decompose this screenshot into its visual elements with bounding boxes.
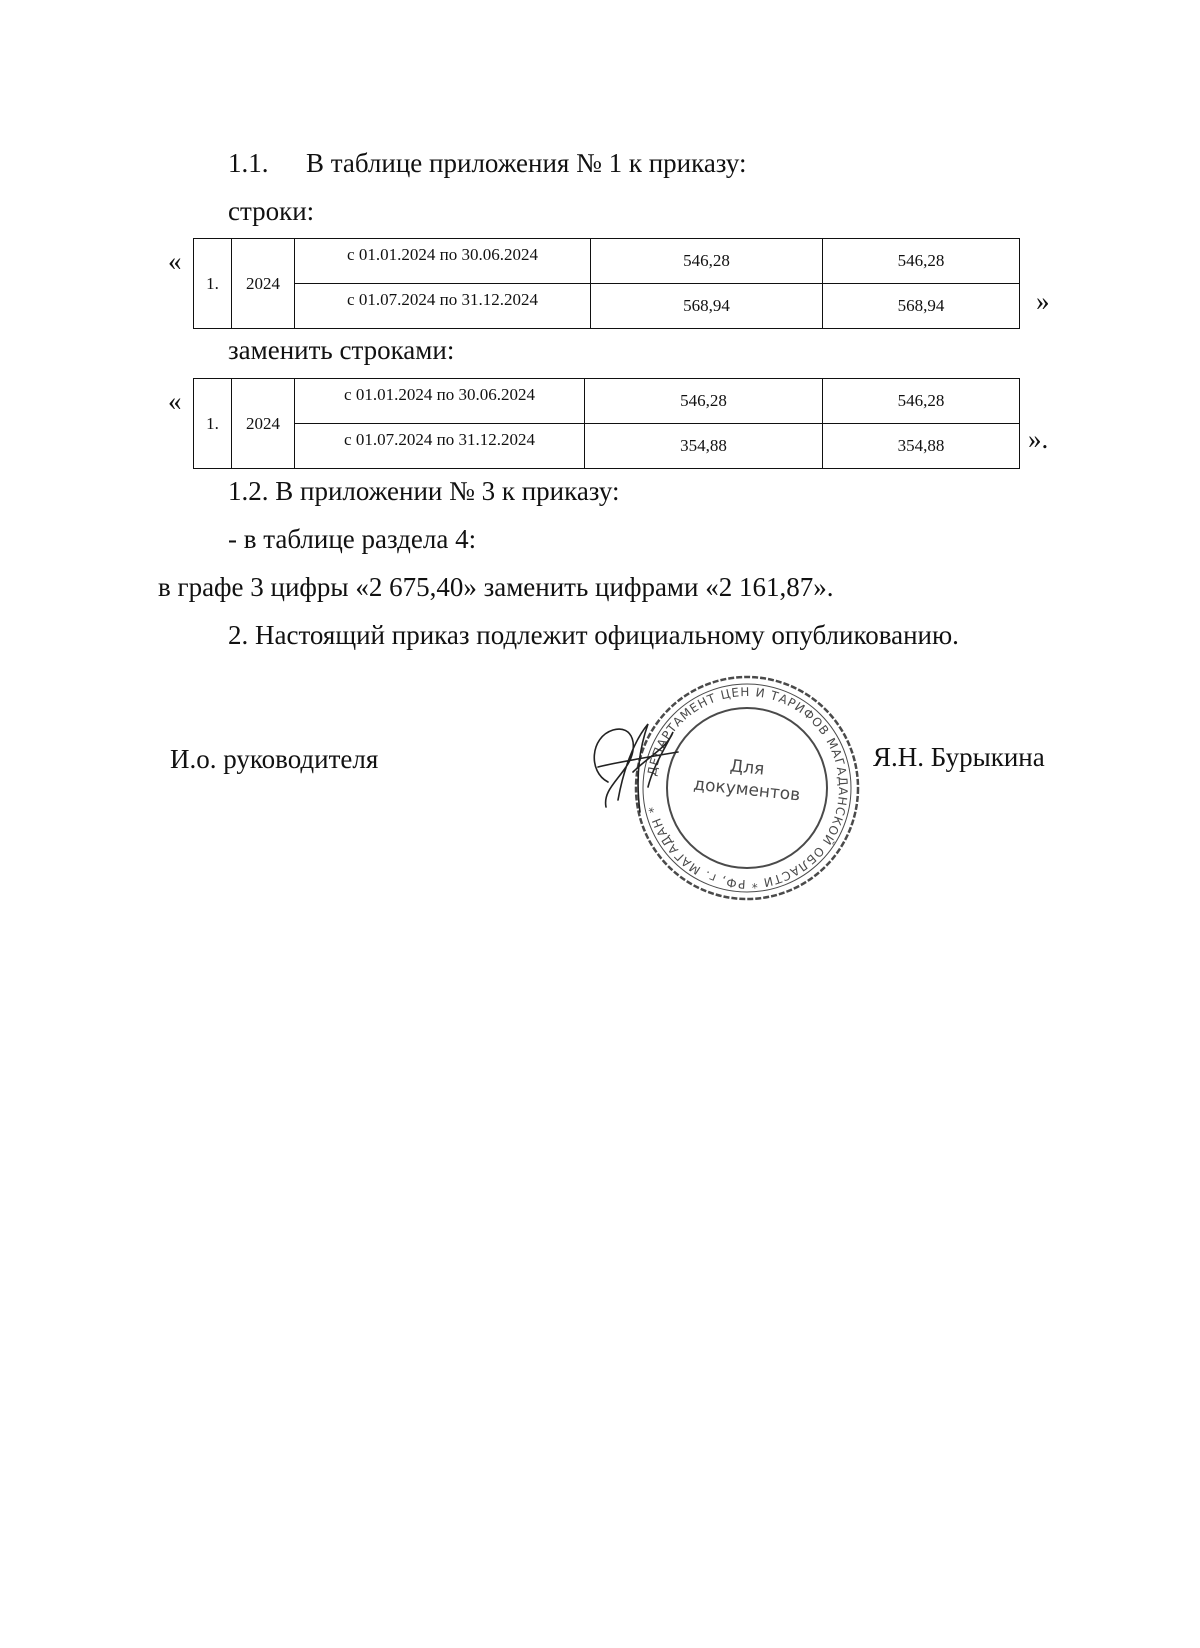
- table-cell-index: 1.: [194, 239, 232, 329]
- table-cell-period: с 01.01.2024 по 30.06.2024: [295, 239, 591, 284]
- table-cell-value: 546,28: [585, 379, 823, 424]
- table-cell-value: 354,88: [823, 424, 1020, 469]
- stamp-ring-text: ДЕПАРТАМЕНТ ЦЕН И ТАРИФОВ МАГАДАНСКОЙ ОБЛАСТИ * РФ, г. МАГАДАН *: [644, 684, 851, 892]
- stamp-center-line-1: Для: [728, 756, 766, 780]
- stamp-center-line-2: документов: [692, 774, 802, 806]
- section-table-4: - в таблице раздела 4:: [228, 524, 477, 554]
- section-1-1-text: В таблице приложения № 1 к приказу:: [306, 148, 747, 178]
- table-cell-index: 1.: [194, 379, 232, 469]
- table-cell-value: 568,94: [823, 284, 1020, 329]
- table-cell-value: 354,88: [585, 424, 823, 469]
- table-cell-value: 546,28: [823, 239, 1020, 284]
- section-2: 2. Настоящий приказ подлежит официальному опубликованию.: [228, 620, 959, 650]
- section-1-1-number: 1.1.: [228, 148, 269, 178]
- table-row: [194, 284, 1020, 329]
- open-quote-2: «: [168, 386, 182, 416]
- signatory-position: И.о. руководителя: [170, 744, 379, 774]
- close-quote-1: »: [1036, 286, 1050, 316]
- rows-label: строки:: [228, 196, 315, 226]
- table-row: [194, 379, 1020, 424]
- table-row: [194, 239, 1020, 284]
- table-cell-period: с 01.01.2024 по 30.06.2024: [295, 379, 585, 424]
- table-cell-value: 568,94: [591, 284, 823, 329]
- table-cell-year: 2024: [232, 239, 295, 329]
- replace-label: заменить строками:: [228, 335, 455, 365]
- signatory-name: Я.Н. Бурыкина: [873, 742, 1045, 772]
- close-quote-2: ».: [1028, 424, 1049, 454]
- table-row: [194, 424, 1020, 469]
- table-cell-period: с 01.07.2024 по 31.12.2024: [295, 284, 591, 329]
- section-1-2: 1.2. В приложении № 3 к приказу:: [228, 476, 620, 506]
- open-quote-1: «: [168, 246, 182, 276]
- table-cell-value: 546,28: [823, 379, 1020, 424]
- table-cell-year: 2024: [232, 379, 295, 469]
- table-new-rows: [193, 378, 1020, 469]
- table-cell-period: с 01.07.2024 по 31.12.2024: [295, 424, 585, 469]
- handwritten-signature: [578, 712, 688, 822]
- table-old-rows: [193, 238, 1020, 329]
- section-1-1: [228, 150, 747, 177]
- replace-digits: в графе 3 цифры «2 675,40» заменить цифрами «2 161,87».: [158, 572, 834, 602]
- table-cell-value: 546,28: [591, 239, 823, 284]
